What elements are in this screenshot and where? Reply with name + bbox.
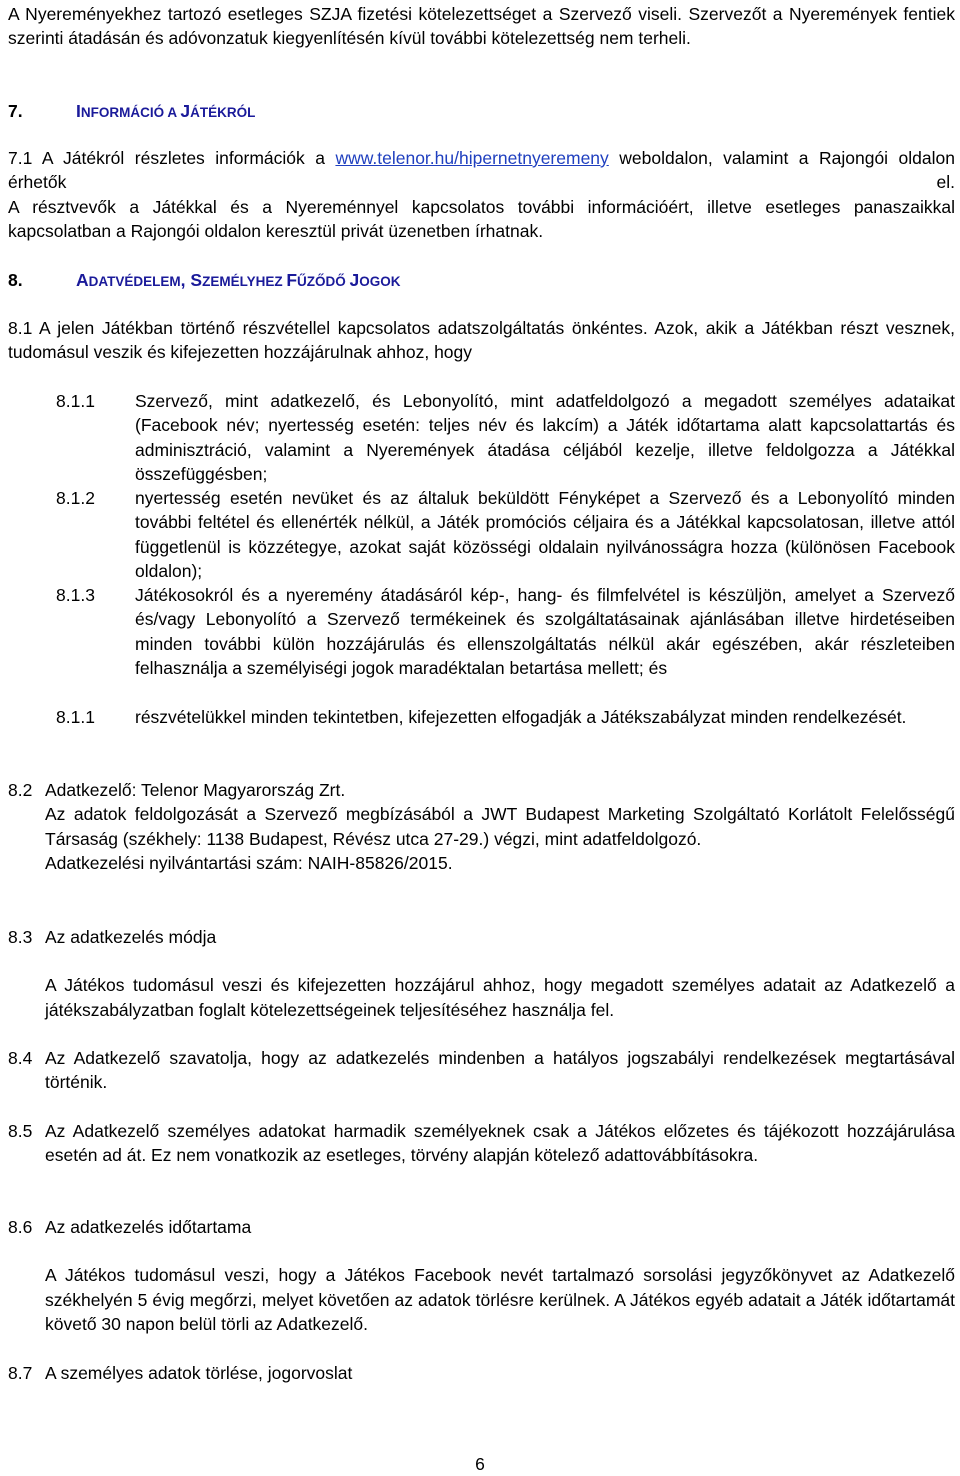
processor-text: Az adatok feldolgozását a Szervező megbízásából a JWT Budapest Marketing Szolgáltató Korlátolt Felelősségű Társaság (székhely: 1138 Budapest, Révész utca 27-29.) végzi, mint adatfeldolgozó. [45,804,955,849]
section-title: INFORMÁCIÓ A JÁTÉKRÓL [76,101,256,121]
subsection-body: A Játékos tudomásul veszi és kifejezetten hozzájárul ahhoz, hogy megadott személyes adatait az Adatkezelő a játékszabályzatban foglalt kötelezettségeinek teljesítéséhez használja fel. [45,975,955,1020]
subsection-body: Az Adatkezelő személyes adatokat harmadik személyeknek csak a Játékos előzetes és tájékozott hozzájárulása esetén ad át. Ez nem vonatkozik az esetleges, törvény alapján kötelező adattovábbításokra. [45,1121,955,1166]
controller-name: Adatkezelő: Telenor Magyarország Zrt. [45,780,346,800]
subsection-title: Az adatkezelés időtartama [45,1217,252,1237]
subsection-title: Az adatkezelés módja [45,927,217,947]
section-8-heading [8,268,401,292]
paragraph-number: 7.1 [8,148,33,168]
website-link[interactable]: www.telenor.hu/hipernetnyeremeny [335,148,609,168]
section-number: 7. [8,101,23,121]
section-number: 8. [8,270,23,290]
section-7-heading [8,99,256,123]
list-item-text: Játékosokról és a nyeremény átadásáról kép-, hang- és filmfelvétel is készüljön, amelyet a Szervező és/vagy Lebonyolító a Szervező termékeinek és szolgáltatásainak ajánlásában illetve hirdetéseiben minden további külön hozzájárulás és ellenszolgáltatás nélkül akár egészében, akár részleteiben felhasználja a személyiségi jogok maradéktalan betartása mellett; és [135,585,955,679]
paragraph-8-1: 8.1 A jelen Játékban történő részvétellel kapcsolatos adatszolgáltatás önkéntes. Azok, akik a Játékban részt vesznek, tudomásul veszik és kifejezetten hozzájárulnak ahhoz, hogy [8,318,955,363]
paragraph-7-1: 7.1 A Játékról részletes információk a www.telenor.hu/hipernetnyeremeny weboldalon, valamint a Rajongói oldalon érhetők el. [8,148,955,193]
subsection-title: A személyes adatok törlése, jogorvoslat [45,1363,353,1383]
page-number: 6 [475,1454,485,1474]
list-item-text: nyertesség esetén nevüket és az általuk beküldött Fényképet a Szervező és a Lebonyolító minden további feltétel és ellenérték nélkül, a Játék promóciós céljaira és a Játékkal kapcsolatosan, illetve attól függetlenül is közzétegye, azokat saját közösségi oldalain nyilvánosságra hozza (különösen Facebook oldalon); [135,488,955,582]
paragraph-number: 8.3 [8,927,33,947]
list-item-text: Szervező, mint adatkezelő, és Lebonyolító, mint adatfeldolgozó a megadott személyes adataikat (Facebook név; nyertesség esetén: teljes név és lakcím) a Játék időtartama alatt kapcsolattartás és adminisztráció, valamint a Nyeremények átadása céljából kezelje, illetve feldolgozza a Játékkal összefüggésben; [135,391,955,485]
list-item-text: részvételükkel minden tekintetben, kifejezetten elfogadják a Játékszabályzat minden rendelkezését. [135,707,907,727]
section-title: ADATVÉDELEM, SZEMÉLYHEZ FŰZŐDŐ JOGOK [76,270,401,290]
list-item-number: 8.1.1 [56,707,95,727]
paragraph-number: 8.2 [8,780,33,800]
list-item-number: 8.1.3 [56,585,95,605]
registration-number: Adatkezelési nyilvántartási szám: NAIH-85826/2015. [45,853,453,874]
paragraph-number: 8.6 [8,1217,33,1237]
subsection-body: A Játékos tudomásul veszi, hogy a Játékos Facebook nevét tartalmazó sorsolási jegyzőkönyvet az Adatkezelő székhelyén 5 évig megőrzi, melyet követően az adatok törlésre kerülnek. A Játékos egyéb adatait a Játék időtartamát követő 30 napon belül törli az Adatkezelő. [45,1265,955,1335]
paragraph-number: 8.5 [8,1121,33,1141]
paragraph-number: 8.7 [8,1363,33,1383]
list-item-number: 8.1.2 [56,488,95,508]
paragraph-7-1-contact: A résztvevők a Játékkal és a Nyereménnyel kapcsolatos további információért, illetve esetleges panaszaikkal kapcsolatban a Rajongói oldalon keresztül privát üzenetben írhatnak. [8,197,955,242]
intro-paragraph: A Nyereményekhez tartozó esetleges SZJA fizetési kötelezettséget a Szervező viseli. Szervezőt a Nyeremények fentiek szerinti átadásán és adóvonzatuk kiegyenlítésén kívül további kötelezettség nem terheli. [8,4,955,49]
subsection-body: Az Adatkezelő szavatolja, hogy az adatkezelés mindenben a hatályos jogszabályi rendelkezések megtartásával történik. [45,1048,955,1093]
list-item-number: 8.1.1 [56,391,95,411]
paragraph-number: 8.4 [8,1048,33,1068]
